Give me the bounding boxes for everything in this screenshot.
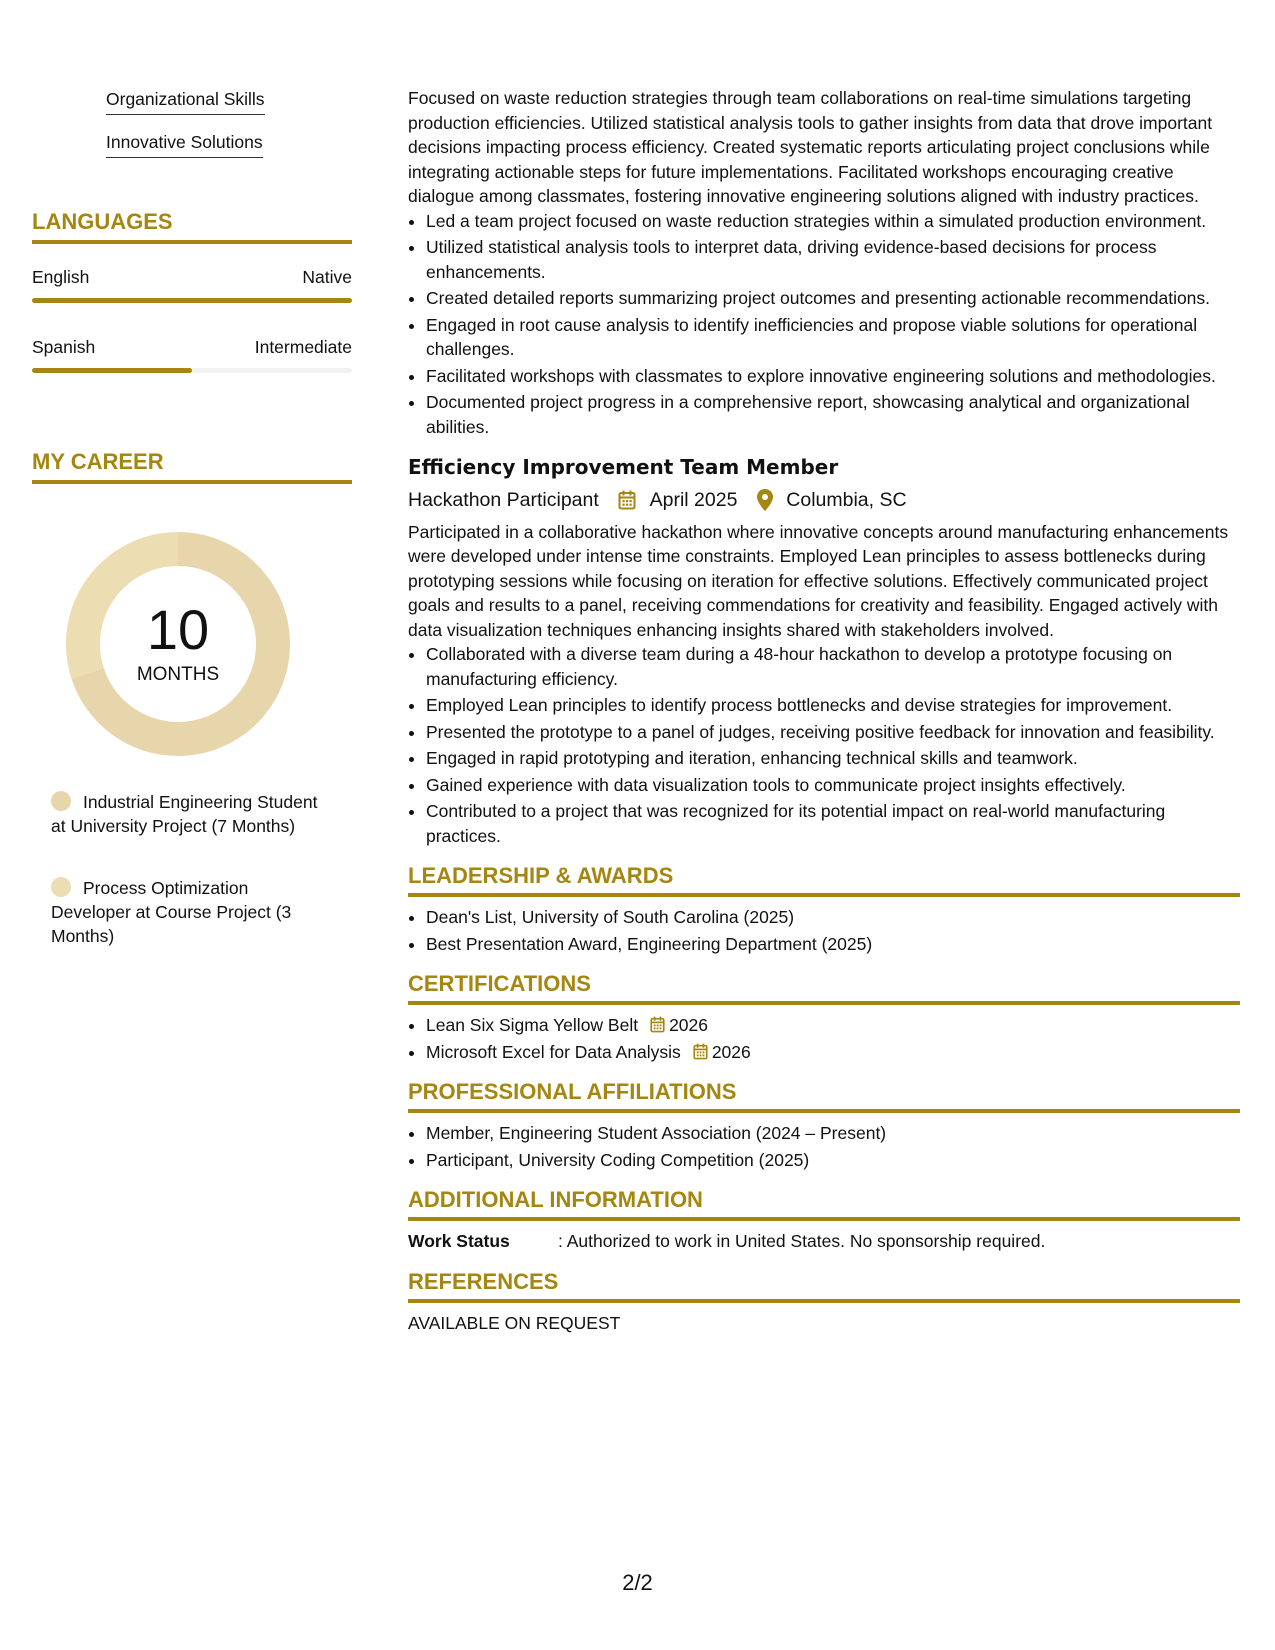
list-item: • Best Presentation Award, Engineering Department (2025) [426,932,1240,957]
list-item: • Member, Engineering Student Association (2024 – Present) [426,1121,1240,1146]
job-company: Hackathon Participant [408,488,599,511]
career-legend-label: Industrial Engineering Student at University Project (7 Months) [51,792,318,836]
list-item: • Contributed to a project that was recognized for its potential impact on real-world manufacturing practices. [426,799,1240,848]
list-item: • Utilized statistical analysis tools to interpret data, driving evidence-based decisions for process enhancements. [426,235,1240,284]
language-level: Intermediate [254,337,352,357]
list-item: • Participant, University Coding Competition (2025) [426,1148,1240,1173]
location-pin-icon [757,489,773,511]
page-number: 2/2 [622,1570,653,1595]
language-bar-fill [32,368,192,373]
references-heading: REFERENCES [408,1268,1240,1303]
list-item: • Engaged in root cause analysis to identify inefficiencies and propose viable solutions for operational challenges. [426,313,1240,362]
language-bar-fill [32,298,352,303]
certification-year: 2026 [669,1015,709,1036]
experience-summary: Focused on waste reduction strategies through team collaborations on real-time simulations targeting production efficiencies. Utilized statistical analysis tools to gather insights from data that drove important decisions impacting process efficiency. Created systematic reports articulating project conclusions while integrating actionable steps for future implementations. Facilitated workshops encouraging creative dialogue among classmates, fostering innovative engineering solutions aligned with industry practices. [408,88,1213,206]
job-meta [408,485,1240,514]
list-item [426,1040,1240,1065]
language-bar [32,368,352,373]
languages-heading: LANGUAGES [32,208,352,244]
list-item: • Facilitated workshops with classmates to explore innovative engineering solutions and methodologies. [426,364,1240,389]
language-name: English [32,267,90,287]
list-item: • Dean's List, University of South Carolina (2025) [426,905,1240,930]
calendar-icon [650,1016,665,1033]
skill-item: Organizational Skills [106,88,265,115]
certification-name: Microsoft Excel for Data Analysis [426,1041,681,1062]
language-name: Spanish [32,337,96,357]
language-row [32,266,352,288]
certifications-heading: CERTIFICATIONS [408,970,1240,1005]
leadership-list [408,905,1240,956]
certification-name: Lean Six Sigma Yellow Belt [426,1015,639,1036]
references-text: AVAILABLE ON REQUEST [408,1312,621,1333]
leadership-heading: LEADERSHIP & AWARDS [408,862,1240,897]
calendar-icon [693,1043,708,1060]
career-heading: MY CAREER [32,448,352,484]
list-item: • Collaborated with a diverse team during a 48-hour hackathon to develop a prototype focusing on manufacturing efficiency. [426,642,1240,691]
right-column [408,86,1240,1335]
additional-info-heading: ADDITIONAL INFORMATION [408,1186,1240,1221]
experience-bullets [408,642,1240,848]
list-item: • Engaged in rapid prototyping and iteration, enhancing technical skills and teamwork. [426,746,1240,771]
legend-dot [51,791,71,811]
experience-summary: Participated in a collaborative hackathon where innovative concepts around manufacturing enhancements were developed under intense time constraints. Employed Lean principles to assess bottlenecks during prototyping sessions while focusing on iteration for effective solutions. Effectively communicated project goals and results to a panel, receiving commendations for creativity and feasibility. Engaged actively with data visualization techniques enhancing insights shared with stakeholders involved. [408,521,1229,640]
career-total-number: 10 [146,598,210,661]
list-item: • Led a team project focused on waste reduction strategies within a simulated production environment. [426,209,1240,234]
work-status-row [408,1229,1240,1254]
list-item: • Gained experience with data visualization tools to communicate project insights effectively. [426,773,1240,798]
legend-dot [51,877,71,897]
career-total-unit: MONTHS [136,664,220,685]
list-item [426,1013,1240,1038]
career-legend-label: Process Optimization Developer at Course Project (3 Months) [51,878,292,946]
certification-year: 2026 [711,1041,751,1062]
list-item: • Presented the prototype to a panel of judges, receiving positive feedback for innovation and feasibility. [426,720,1240,745]
job-date: April 2025 [649,488,738,511]
list-item: • Created detailed reports summarizing project outcomes and presenting actionable recommendations. [426,286,1240,311]
affiliations-heading: PROFESSIONAL AFFILIATIONS [408,1078,1240,1113]
work-status-value: : Authorized to work in United States. No sponsorship required. [558,1231,1046,1252]
list-item: • Documented project progress in a comprehensive report, showcasing analytical and organizational abilities. [426,390,1240,439]
skill-item: Innovative Solutions [106,131,263,158]
calendar-icon [618,490,636,510]
career-legend-item [51,876,321,948]
language-level: Native [302,267,352,287]
work-status-key: Work Status [408,1231,510,1252]
experience-bullets [408,209,1240,440]
career-legend-item [51,790,321,838]
job-location: Columbia, SC [786,488,907,511]
job-title: Efficiency Improvement Team Member [408,455,839,479]
certifications-list [408,1013,1240,1064]
language-bar [32,298,352,303]
list-item: • Employed Lean principles to identify process bottlenecks and devise strategies for improvement. [426,693,1240,718]
language-row [32,336,352,358]
affiliations-list [408,1121,1240,1172]
